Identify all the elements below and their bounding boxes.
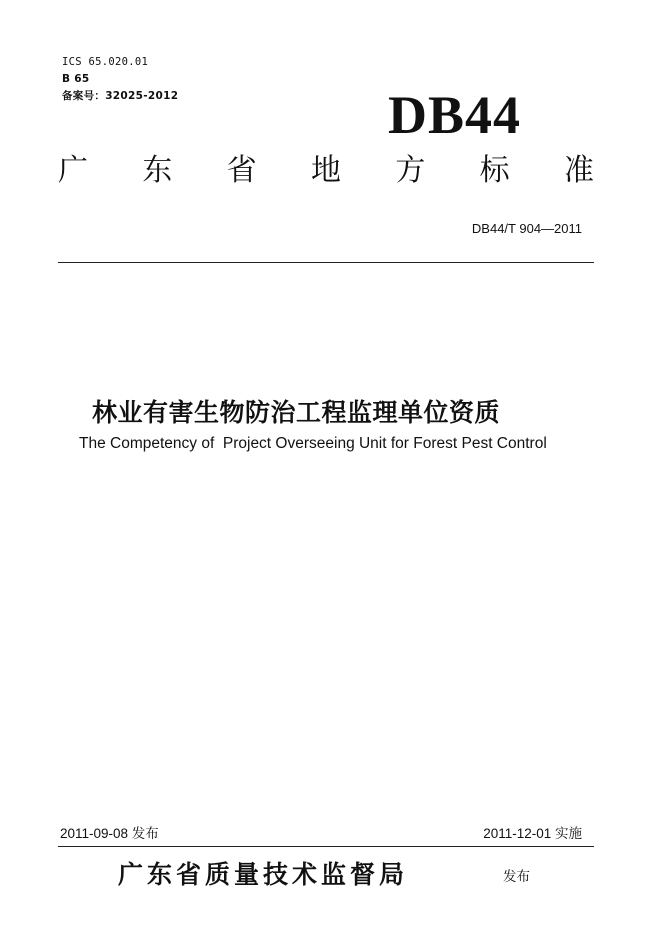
- issuing-authority: 广东省质量技术监督局: [118, 860, 409, 889]
- standard-type-char: 东: [142, 153, 173, 188]
- standard-number: DB44/T 904—2011: [471, 221, 582, 236]
- standard-type-char: 省: [226, 153, 257, 188]
- document-title-chinese: 林业有害生物防治工程监理单位资质: [92, 398, 501, 427]
- ccs-code: B 65: [62, 73, 90, 85]
- standard-type-char: 准: [563, 153, 594, 188]
- standard-type-char: 地: [310, 153, 341, 188]
- db-code: DB44: [388, 85, 522, 145]
- document-title-english: The Competency of Project Overseeing Unit for Forest Pest Control: [79, 435, 547, 452]
- standard-type-char: 方: [395, 153, 426, 188]
- top-divider: [58, 262, 594, 263]
- publish-date: 2011-09-08 发布: [60, 826, 159, 841]
- standard-type-char: 标: [479, 153, 510, 188]
- implement-date: 2011-12-01 实施: [483, 826, 582, 841]
- standard-type-char: 广: [58, 153, 88, 188]
- ics-code: ICS 65.020.01: [62, 56, 149, 68]
- filing-number: 备案号：32025-2012: [62, 90, 179, 102]
- issuer-suffix: 发布: [503, 869, 530, 885]
- bottom-divider: [58, 846, 594, 847]
- standard-type-title: [58, 153, 594, 188]
